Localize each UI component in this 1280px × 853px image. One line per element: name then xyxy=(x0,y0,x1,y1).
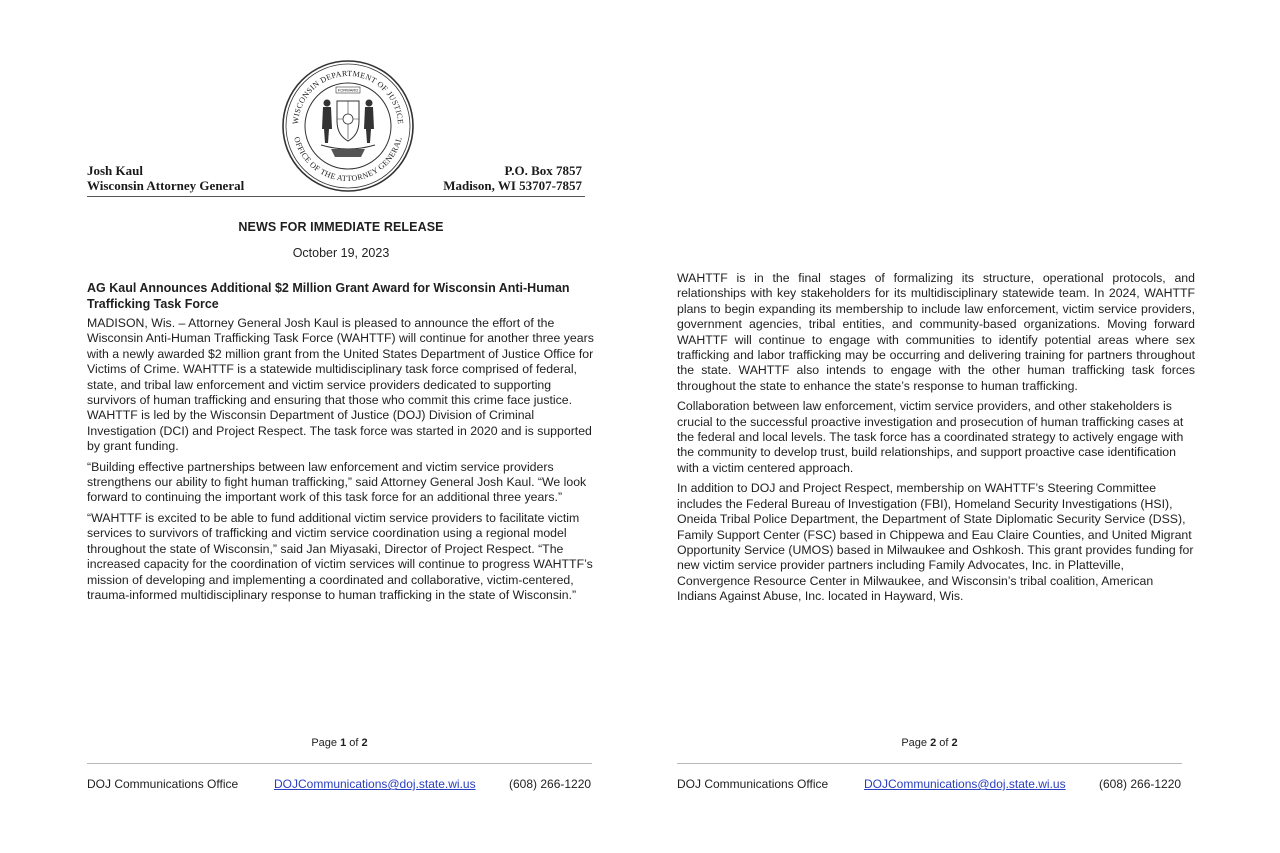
headline: AG Kaul Announces Additional $2 Million Grant Award for Wisconsin Anti-Human Trafficking Task Force xyxy=(87,281,570,311)
paragraph: In addition to DOJ and Project Respect, membership on WAHTTF’s Steering Committee includes the Federal Bureau of Investigation (FBI), Homeland Security Investigations (HSI), Oneida Tribal Police Department, the Department of State Diplomatic Security Service (DSS), Family Support Center (FSC) based in Chippewa and Eau Claire Counties, and United Migrant Opportunity Service (UMOS) based in Milwaukee and Oshkosh. This grant provides funding for new victim service provider partners including Family Advocates, Inc. in Platteville, Convergence Resource Center in Milwaukee, and Wisconsin’s tribal coalition, American Indians Against Abuse, Inc. located in Hayward, Wis. xyxy=(677,481,1194,604)
svg-text:FORWARD: FORWARD xyxy=(337,87,359,93)
footer-email-link[interactable]: DOJCommunications@doj.state.wi.us xyxy=(274,777,476,791)
release-date: October 19, 2023 xyxy=(292,246,390,260)
footer-email-link[interactable]: DOJCommunications@doj.state.wi.us xyxy=(864,777,1066,791)
paragraph: “WAHTTF is excited to be able to fund additional victim service providers to facilitate victim services to survivors of trafficking and victim service coordination using a regional model throughout the state of Wisconsin,” said Jan Miyasaki, Director of Project Respect. “The increased capacity for the coordination of victim services will continue to progress WAHTTF’s mission of developing and implementing a coordinated and collaborative, victim-centered, trauma-informed multidisciplinary response to human trafficking in the state of Wisconsin.” xyxy=(87,510,593,602)
address-line-1: P.O. Box 7857 xyxy=(504,163,582,178)
address-line-2: Madison, WI 53707-7857 xyxy=(443,178,582,193)
footer-phone: (608) 266-1220 xyxy=(509,777,592,791)
attorney-general-title: Wisconsin Attorney General xyxy=(87,178,245,193)
svg-text:OFFICE OF THE ATTORNEY GENERAL: OFFICE OF THE ATTORNEY GENERAL xyxy=(292,135,404,184)
footer-office: DOJ Communications Office xyxy=(677,777,829,791)
footer-phone: (608) 266-1220 xyxy=(1099,777,1182,791)
document-page-2 xyxy=(590,0,1230,853)
page-1-body xyxy=(87,316,597,608)
page-number: Page 1 of 2 xyxy=(311,737,368,749)
paragraph: WAHTTF is in the final stages of formalizing its structure, operational protocols, and relationships with key stakeholders for its multidisciplinary statewide team. In 2024, WAHTTF plans to begin expanding its membership to include law enforcement, victim service providers, government agencies, tribal entities, and community-based organizations. Moving forward WAHTTF will continue to engage with communities to identify potential areas where sex trafficking and labor trafficking may be occurring and delivering training for partners throughout the state. WAHTTF also intends to engage with the other human trafficking task forces throughout the state to enhance the state’s response to human trafficking. xyxy=(677,271,1195,393)
paragraph: “Building effective partnerships between law enforcement and victim service providers strengthens our ability to fight human trafficking,” said Attorney General Josh Kaul. “We look forward to continuing the important work of this task force for an additional three years.” xyxy=(87,459,587,505)
release-label: NEWS FOR IMMEDIATE RELEASE xyxy=(238,220,444,234)
letterhead-left xyxy=(87,163,244,193)
attorney-general-name: Josh Kaul xyxy=(87,163,143,178)
footer-office: DOJ Communications Office xyxy=(87,777,239,791)
page-number: Page 2 of 2 xyxy=(901,737,958,749)
letterhead-divider xyxy=(87,196,585,197)
wisconsin-doj-seal-icon xyxy=(281,59,415,193)
paragraph: Collaboration between law enforcement, victim service providers, and other stakeholders is crucial to the successful proactive investigation and prosecution of human trafficking cases at the federal and local levels. The task force has a coordinated strategy to actively engage with the community to develop trust, build relationships, and support proactive case identification with a victim centered approach. xyxy=(677,399,1184,475)
paragraph: MADISON, Wis. – Attorney General Josh Kaul is pleased to announce the effort of the Wisconsin Anti-Human Trafficking Task Force (WAHTTF) will continue for another three years with a newly awarded $2 million grant from the United States Department of Justice Office for Victims of Crime. WAHTTF is a statewide multidisciplinary task force comprised of federal, state, and tribal law enforcement and victim service providers dedicated to supporting survivors of human trafficking and ensuring that those who commit this crime face justice. WAHTTF is led by the Wisconsin Department of Justice (DOJ) Division of Criminal Investigation (DCI) and Project Respect. The task force was started in 2020 and is supported by grant funding. xyxy=(87,316,594,454)
footer-divider xyxy=(677,763,1182,764)
letterhead-right xyxy=(443,163,582,193)
svg-text:WISCONSIN DEPARTMENT OF JUSTIC: WISCONSIN DEPARTMENT OF JUSTICE xyxy=(290,68,406,125)
footer-divider xyxy=(87,763,592,764)
page-2-body xyxy=(677,271,1195,610)
